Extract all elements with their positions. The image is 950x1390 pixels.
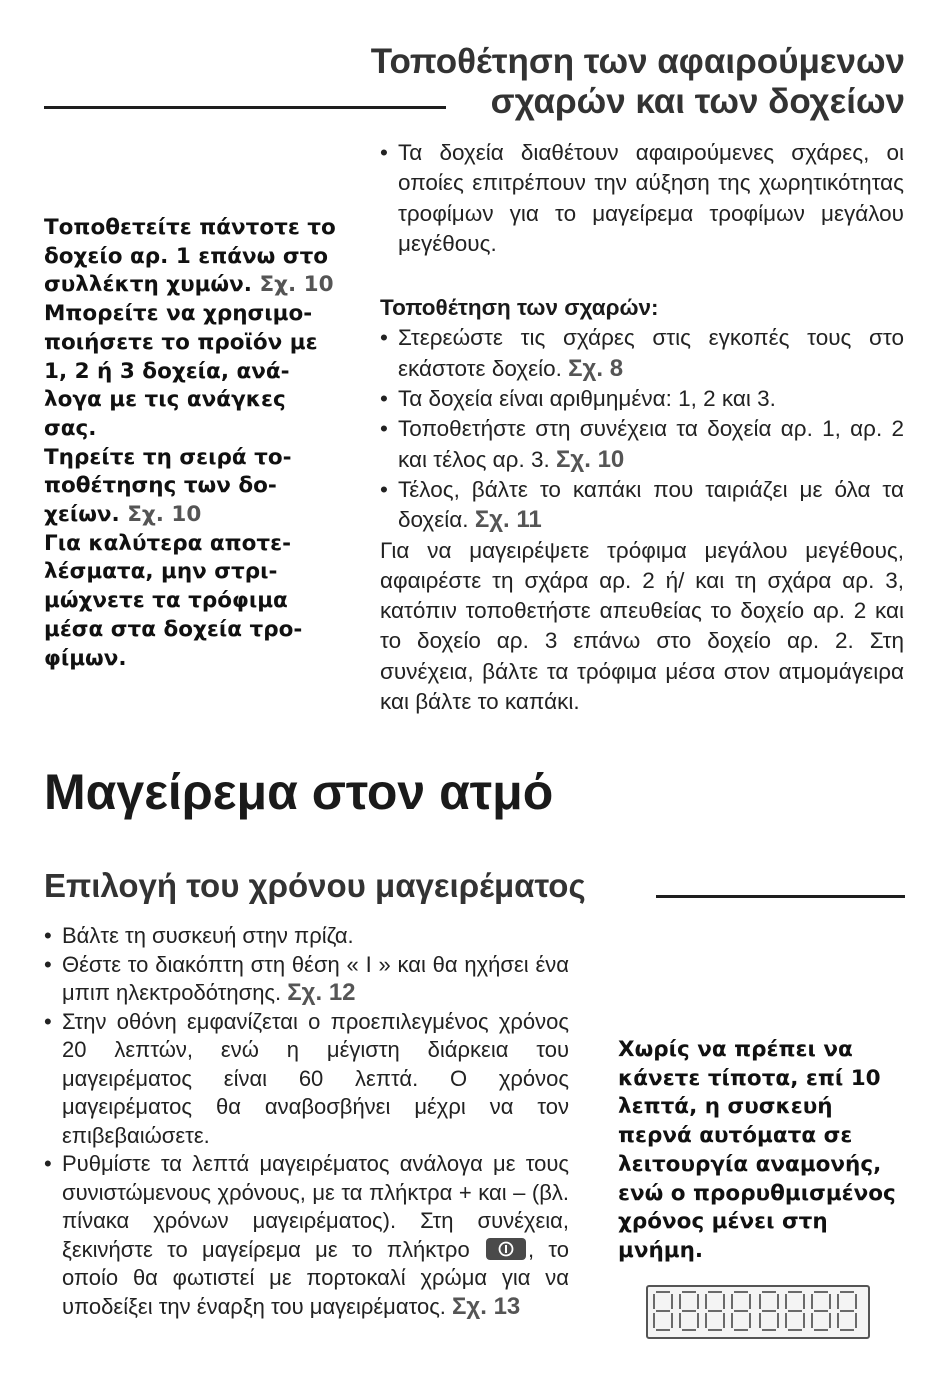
side-note-1-p1-text: Τοποθετείτε πάντοτε το δοχείο αρ. 1 επάνω στο συλλέκτη χυμών. bbox=[44, 215, 336, 298]
seven-segment-display-icon bbox=[646, 1285, 870, 1339]
intro-bullet: • Τα δοχεία διαθέτουν αφαιρούμενες σχάρες, οι οποίες επιτρέπουν την αύξηση της χωρητικότητας τροφίμων για το μαγείρεμα τροφίμων μεγάλου μεγέθους. bbox=[380, 138, 904, 259]
bullet-text: Στερεώστε τις σχάρες στις εγκοπές τους στο εκάστοτε δοχείο. bbox=[398, 325, 904, 381]
top-section-title bbox=[340, 42, 905, 122]
side-note-1-p3-text: Τηρείτε τη σειρά τοποθέτησης των δοχείων. bbox=[44, 444, 292, 528]
cooking-step bbox=[44, 951, 569, 1008]
figure-ref: Σχ. 12 bbox=[287, 979, 356, 1006]
side-note-1-paragraph-1 bbox=[44, 214, 336, 300]
top-section-title-line1: Τοποθέτηση των αφαιρούμενων bbox=[370, 42, 905, 81]
top-section-title-line2: σχαρών και των δοχείων bbox=[490, 82, 905, 121]
racks-subheading: Τοποθέτηση των σχαρών: bbox=[380, 295, 659, 321]
cooking-time-list bbox=[44, 922, 569, 1321]
figure-ref: Σχ. 10 bbox=[556, 445, 625, 473]
figure-ref: Σχ. 13 bbox=[452, 1292, 521, 1320]
cooking-step: • Βάλτε τη συσκευή στην πρίζα. bbox=[44, 922, 569, 951]
racks-bullet bbox=[380, 384, 904, 414]
side-note-1-paragraph-3 bbox=[44, 444, 336, 530]
main-title: Μαγείρεμα στον ατμό bbox=[44, 764, 554, 820]
racks-bullet bbox=[380, 475, 904, 536]
figure-ref: Σχ. 10 bbox=[259, 272, 334, 298]
cooking-step bbox=[44, 1150, 569, 1321]
power-key-icon bbox=[486, 1238, 526, 1260]
figure-ref: Σχ. 11 bbox=[474, 506, 542, 534]
side-note-2 bbox=[618, 1036, 908, 1266]
cooking-time-title: Επιλογή του χρόνου μαγειρέματος bbox=[44, 867, 586, 904]
large-food-paragraph: Για να μαγειρέψετε τρόφιμα μεγάλου μεγέθους, αφαιρέστε τη σχάρα αρ. 2 ή/ και τη σχάρα αρ. 3, κατόπιν τοποθετήστε απευθείας το δοχείο αρ. 2 και το δοχείο αρ. 3 επάνω στο δοχείο αρ. 2. Στη συνέχεια, βάλτε τα τρόφιμα μέσα στον ατμομάγειρα και βάλτε το καπάκι. bbox=[380, 537, 904, 715]
figure-ref: Σχ. 8 bbox=[568, 354, 624, 382]
right-column bbox=[380, 138, 904, 717]
bullet-text: , το οποίο θα φωτιστεί με πορτοκαλί χρώμα για να υποδείξει την έναρξη του μαγειρέματος. bbox=[62, 1236, 569, 1319]
seven-segment-digits bbox=[648, 1287, 864, 1333]
side-note-1-paragraph-2: Μπορείτε να χρησιμοποιήσετε το προϊόν με 1, 2 ή 3 δοχεία, ανάλογα με τις ανάγκες σας. bbox=[44, 301, 318, 441]
figure-ref: Σχ. 10 bbox=[127, 502, 202, 528]
cooking-steps bbox=[44, 922, 569, 1321]
racks-list bbox=[380, 323, 904, 535]
bullet-text: Τα δοχεία είναι αριθμημένα: 1, 2 και 3. bbox=[398, 386, 776, 412]
bullet-text: Τοποθετήστε στη συνέχεια τα δοχεία αρ. 1, αρ. 2 και τέλος αρ. 3. bbox=[398, 416, 904, 472]
cooking-step: • Στην οθόνη εμφανίζεται ο προεπιλεγμένος χρόνος 20 λεπτών, ενώ η μέγιστη διάρκεια του μαγειρέματος είναι 60 λεπτά. Ο χρόνος μαγειρέματος θα αναβοσβήνει μέχρι να τον επιβεβαιώσετε. bbox=[44, 1008, 569, 1151]
bullet-text: Ρυθμίστε τα λεπτά μαγειρέματος ανάλογα με τους συνιστώμενους χρόνους, με τα πλήκτρα + και – (βλ. πίνακα χρόνων μαγειρέματος). Στη συνέχεια, ξεκινήστε το μαγείρεμα με το πλήκτρο bbox=[62, 1151, 569, 1262]
bullet-text: Θέστε το διακόπτη στη θέση « I » και θα ηχήσει ένα μπιπ ηλεκτροδότησης. bbox=[62, 951, 569, 1005]
side-note-1-paragraph-4: Για καλύτερα αποτελέσματα, μην στριμώχνετε τα τρόφιμα μέσα στα δοχεία τροφίμων. bbox=[44, 530, 303, 671]
intro-list bbox=[380, 138, 904, 259]
bullet-text: Τέλος, βάλτε το καπάκι που ταιριάζει με όλα τα δοχεία. bbox=[398, 476, 904, 533]
side-note-2-text: Χωρίς να πρέπει να κάνετε τίποτα, επί 10 λεπτά, η συσκευή περνά αυτόματα σε λειτουργία αναμονής, ενώ ο προρυθμισμένος χρόνος μένει στη μνήμη. bbox=[618, 1037, 896, 1263]
racks-bullet bbox=[380, 323, 904, 384]
racks-bullet bbox=[380, 414, 904, 475]
side-note-1 bbox=[44, 214, 336, 673]
